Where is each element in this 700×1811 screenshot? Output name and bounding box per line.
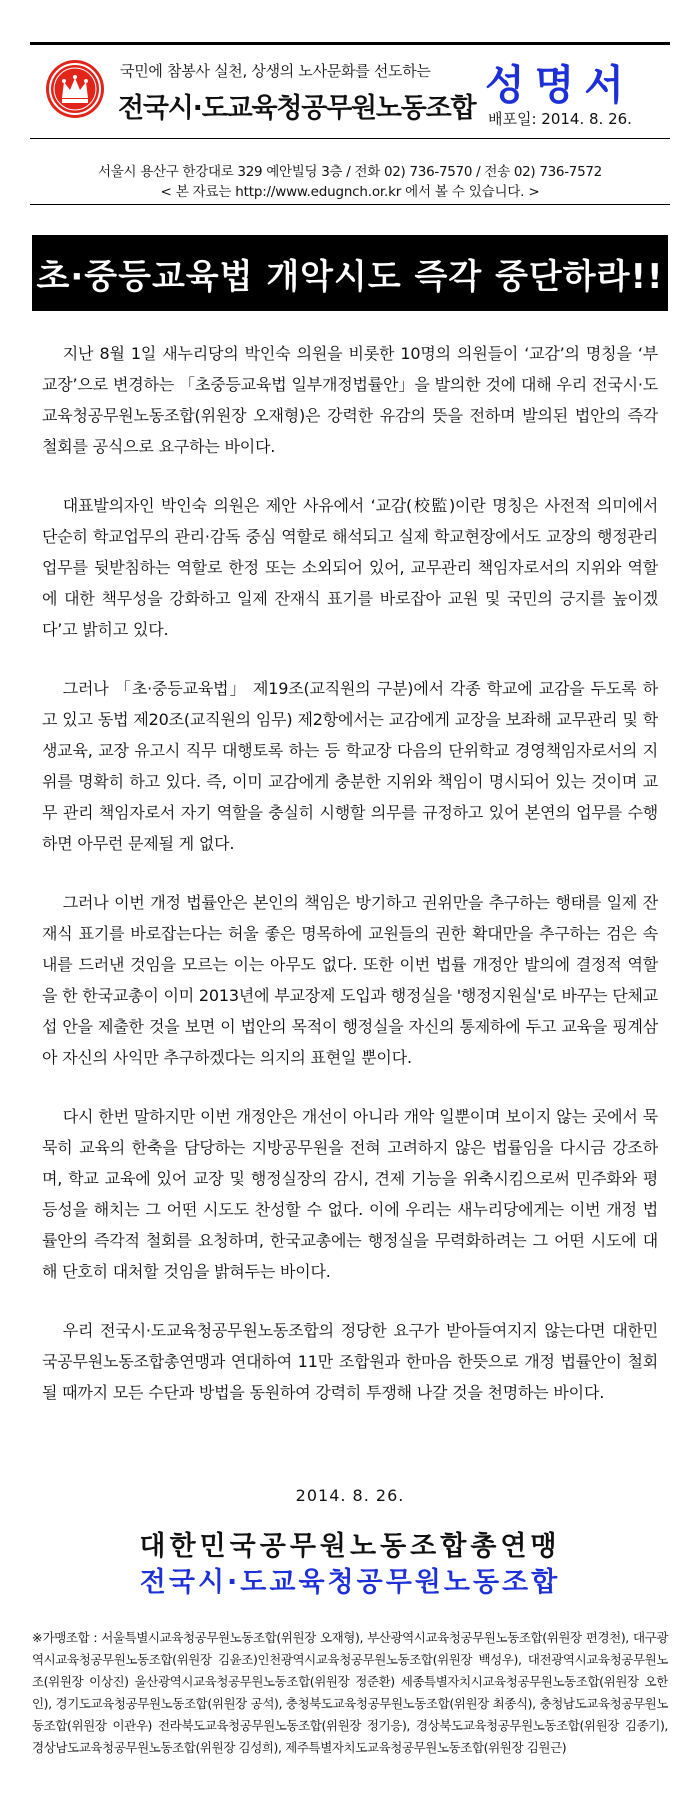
release-date: 배포일: 2014. 8. 26. bbox=[488, 110, 632, 128]
body-paragraph: 지난 8월 1일 새누리당의 박인숙 의원을 비롯한 10명의 의원들이 ‘교감’의 명칭을 ‘부교장’으로 변경하는 「초중등교육법 일부개정법률안」을 발의한 것에 대해 우리 전국시·도교육청공무원노동조합(위원장 오재형)은 강력한 유감의 뜻을 전하며 발의된 법안의 즉각 철회를 공식으로 요구하는 바이다. bbox=[42, 344, 658, 456]
header-divider bbox=[30, 138, 670, 139]
union-emblem-icon bbox=[44, 58, 106, 120]
title-banner bbox=[32, 235, 668, 311]
body-paragraph: 대표발의자인 박인숙 의원은 제안 사유에서 ‘교감(校監)이란 명칭은 사전적 의미에서 단순히 학교업무의 관리·감독 중심 역할로 해석되고 실제 학교현장에서도 교장의 행정관리 업무를 뒷받침하는 역할로 한정 또는 소외되어 있어, 교무관리 책임자로서의 지위와 역할에 대한 책무성을 강화하고 일제 잔재식 표기를 바로잡아 교원 및 국민의 긍지를 높이겠다’고 밝히고 있다. bbox=[42, 496, 658, 639]
body-paragraph: 그러나 「초·중등교육법」 제19조(교직원의 구분)에서 각종 학교에 교감을 두도록 하고 있고 동법 제20조(교직원의 임무) 제2항에서는 교감에게 교장을 보좌해 교무관리 및 학생교육, 교장 유고시 직무 대행토록 하는 등 학교장 다음의 단위학교 경영책임자로서의 지위를 명확히 하고 있다. 즉, 이미 교감에게 충분한 지위와 책임이 명시되어 있는 것이며 교무 관리 책임자로서 자기 역할을 충실히 시행할 의무를 규정하고 있어 본연의 업무를 수행하면 아무런 문제될 게 없다. bbox=[42, 679, 659, 853]
signature-date: 2014. 8. 26. bbox=[295, 1486, 405, 1505]
body-paragraph: 우리 전국시·도교육청공무원노동조합의 정당한 요구가 받아들여지지 않는다면 대한민국공무원노동조합총연맹과 연대하여 11만 조합원과 한마음 한뜻으로 개정 법률안이 철회될 때까지 모든 수단과 방법을 동원하여 강력히 투쟁해 나갈 것을 천명하는 바이다. bbox=[42, 1321, 658, 1402]
statement-body bbox=[42, 338, 658, 1436]
signature-org-secondary: 전국시·도교육청공무원노동조합 bbox=[139, 1567, 561, 1598]
header-bottom-rule bbox=[30, 204, 670, 205]
header-top-rule bbox=[30, 42, 670, 45]
website-notice: < 본 자료는 http://www.edugnch.or.kr 에서 볼 수 있습니다. > bbox=[160, 184, 540, 200]
document-type-label: 성명서 bbox=[485, 61, 634, 109]
body-paragraph: 다시 한번 말하지만 이번 개정안은 개선이 아니라 개악 일뿐이며 보이지 않는 곳에서 묵묵히 교육의 한축을 담당하는 지방공무원을 전혀 고려하지 않은 법률임을 다시금 강조하며, 학교 교육에 있어 교장 및 행정실장의 감시, 견제 기능을 위축시킴으로써 민주화와 평등성을 해치는 그 어떤 시도도 찬성할 수 없다. 이에 우리는 새누리당에게는 이번 개정 법률안의 즉각적 철회를 요청하며, 한국교총에는 행정실을 무력화하려는 그 어떤 시도에 대해 단호히 대처할 것임을 밝혀두는 바이다. bbox=[42, 1107, 658, 1281]
contact-address: 서울시 용산구 한강대로 329 예안빌딩 3층 / 전화 02) 736-7570 / 전송 02) 736-7572 bbox=[98, 164, 602, 180]
union-name: 전국시·도교육청공무원노동조합 bbox=[118, 93, 476, 124]
member-unions-note: ※가맹조합 : 서울특별시교육청공무원노동조합(위원장 오재형), 부산광역시교육청공무원노동조합(위원장 편경천), 대구광역시교육청공무원노동조합(위원장 김윤조)인천광역시교육청공무원노동조합(위원장 백성우), 대전광역시교육청공무원노조(위원장 이상진) 울산광역시교육청공무원노동조합(위원장 정준환) 세종특별자치시교육청공무원노동조합(위원장 오한인), 경기도교육청공무원노동조합(위원장 공석), 충청북도교육청공무원노동조합(위원장 최종식), 충청남도교육청공무원노동조합(위원장 이관우) 전라북도교육청공무원노동조합(위원장 정기응), 경상북도교육청공무원노동조합(위원장 김종기), 경상남도교육청공무원노동조합(위원장 김성희), 제주특별자치도교육청공무원노동조합(위원장 김원근) bbox=[32, 1630, 668, 1755]
signature-org-primary: 대한민국공무원노동조합총연맹 bbox=[139, 1531, 561, 1562]
page-title: 초·중등교육법 개악시도 즉각 중단하라!! bbox=[36, 256, 664, 297]
header-slogan: 국민에 참봉사 실천, 상생의 노사문화를 선도하는 bbox=[120, 62, 431, 80]
body-paragraph: 그러나 이번 개정 법률안은 본인의 책임은 방기하고 권위만을 추구하는 행태를 일제 잔재식 표기를 바로잡는다는 허울 좋은 명목하에 교원들의 권한 확대만을 추구하는 검은 속내를 드러낸 것임을 모르는 이는 아무도 없다. 또한 이번 법률 개정안 발의에 결정적 역할을 한 한국교총이 이미 2013년에 부교장제 도입과 행정실을 '행정지원실'로 바꾸는 단체교섭 안을 제출한 것을 보면 이 법안의 목적이 행정실을 자신의 통제하에 두고 교육을 핑계삼아 자신의 사익만 추구하겠다는 의지의 표현일 뿐이다. bbox=[42, 893, 658, 1067]
